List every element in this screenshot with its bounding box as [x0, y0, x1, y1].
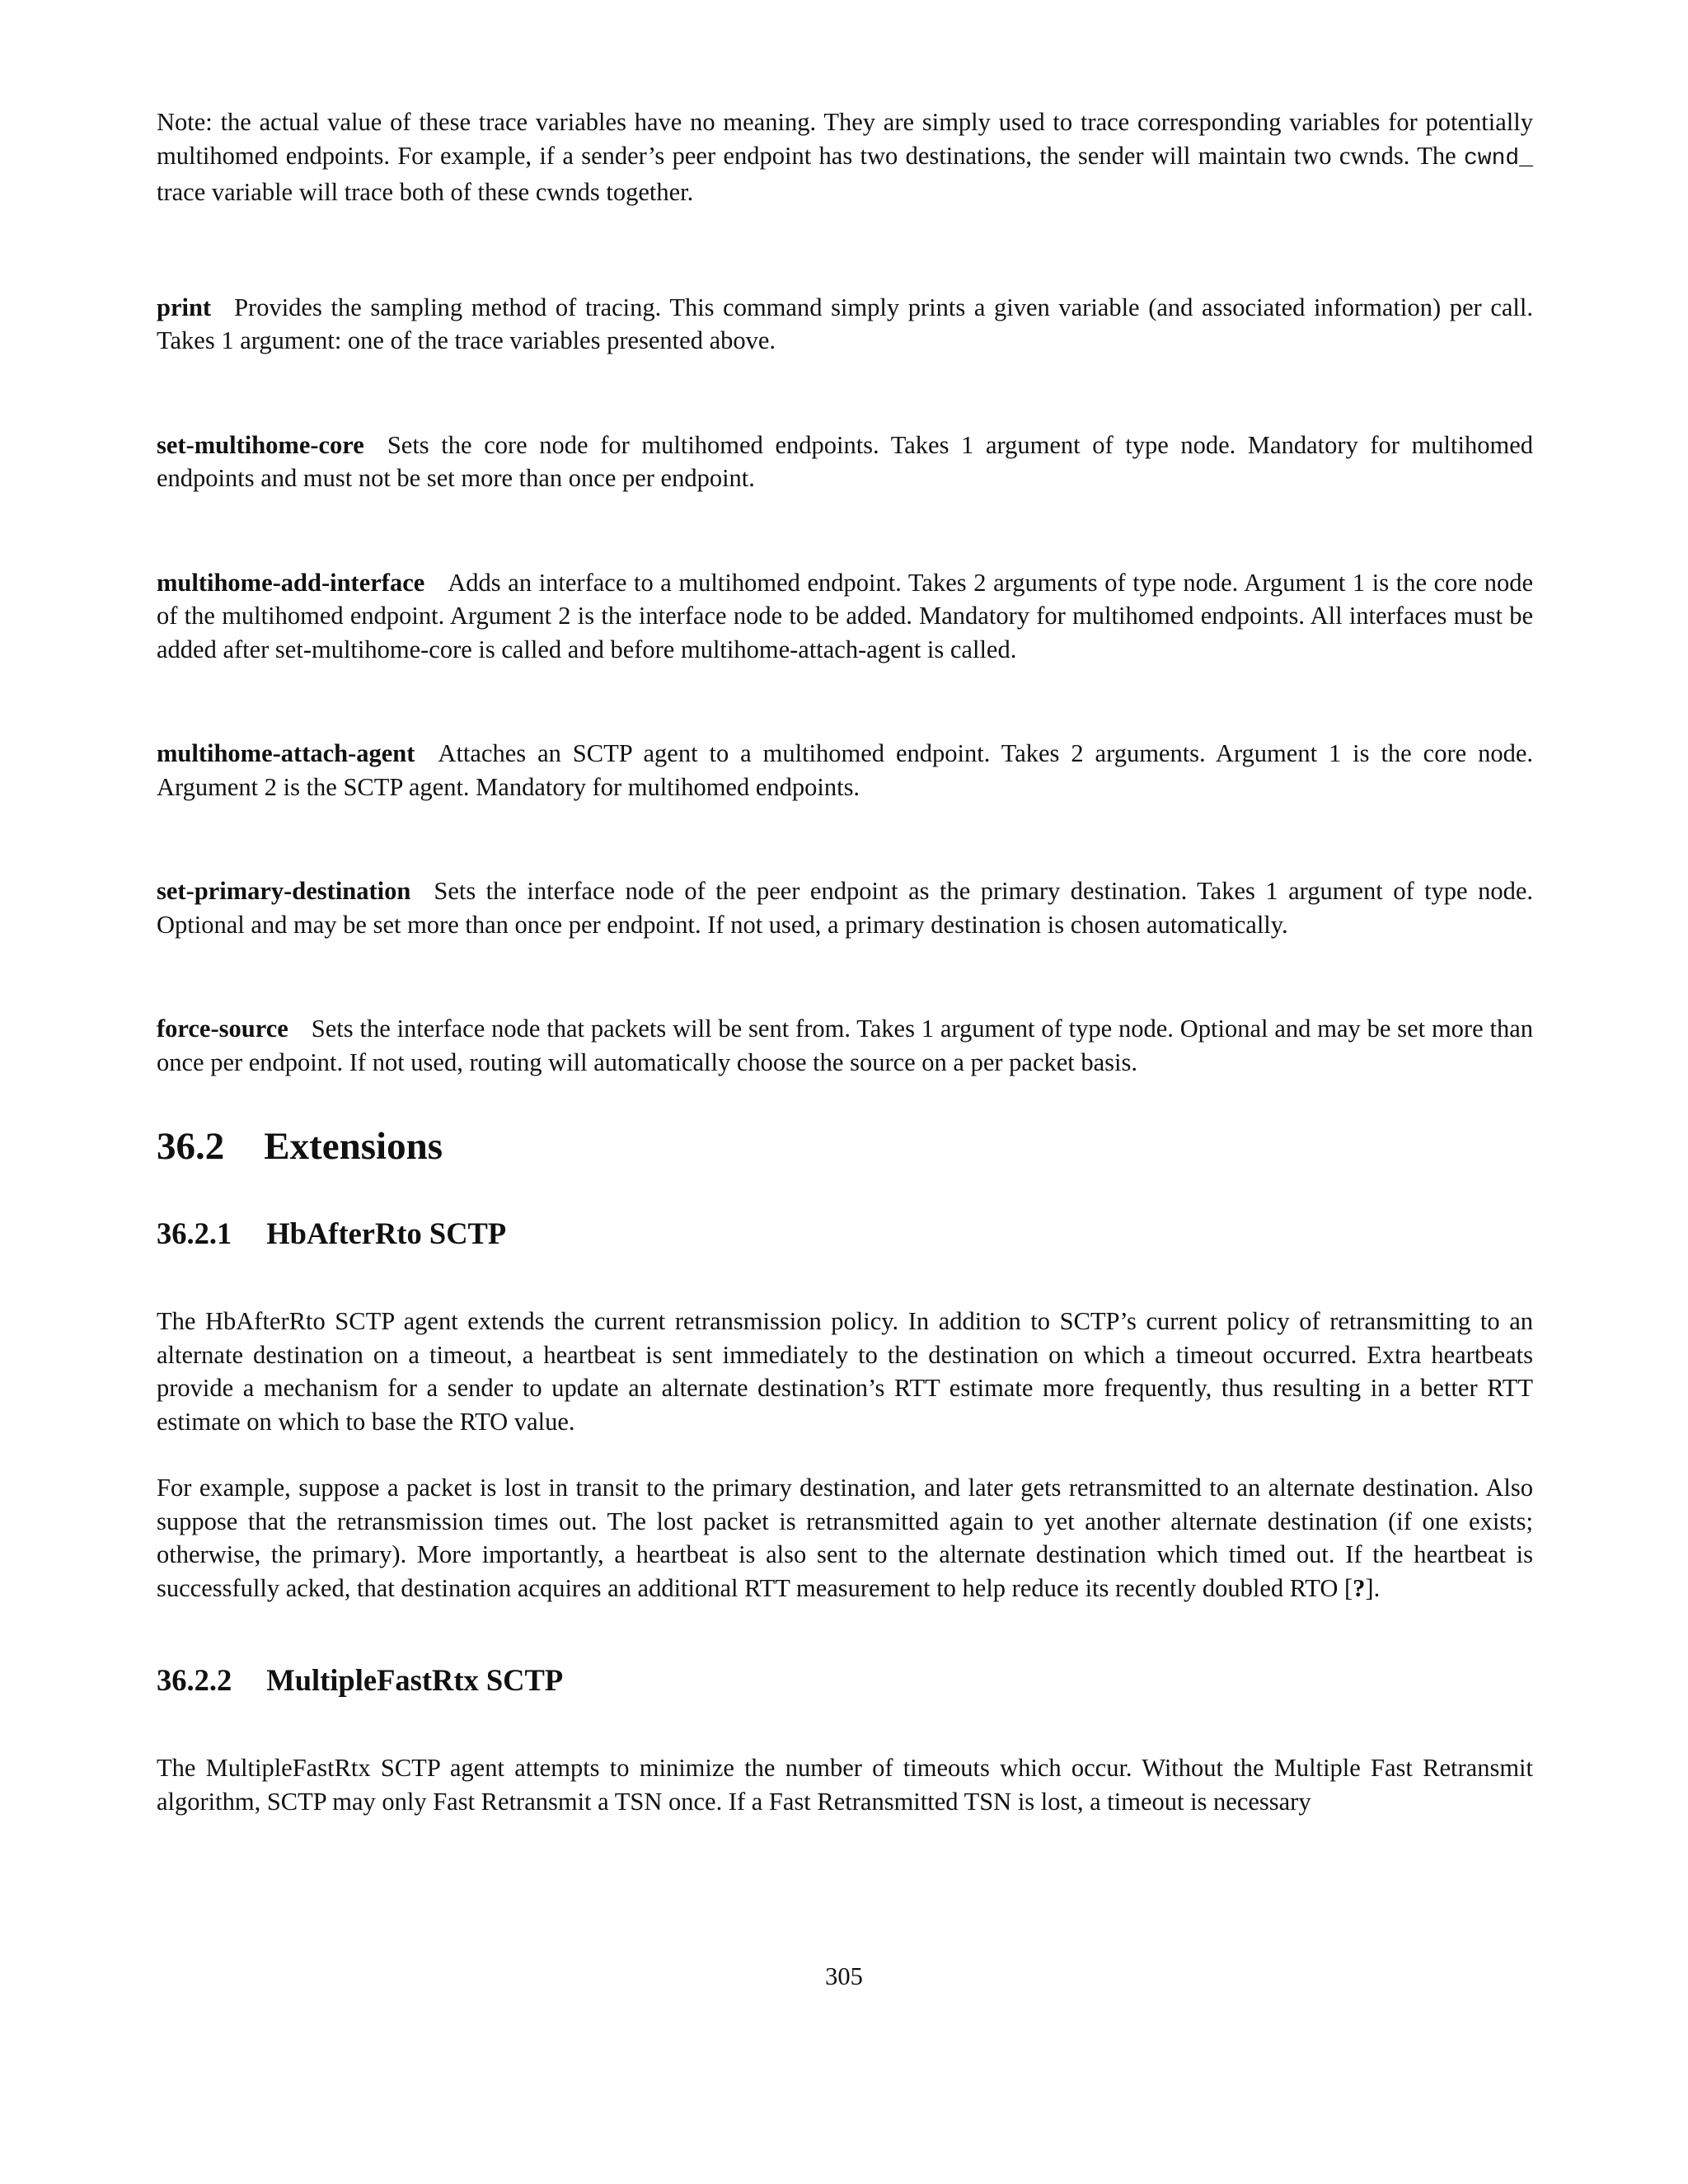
subsection-heading-multiplefastrtx: [157, 1662, 1533, 1699]
command-force-source: [157, 1012, 1533, 1079]
hbafterrto-paragraph-1: The HbAfterRto SCTP agent extends the current retransmission policy. In addition to SCTP’s current policy of retransmitting to an alternate destination on a timeout, a heartbeat is sent immediately to the destination on which a timeout occurred. Extra heartbeats provide a mechanism for a sender to update an alternate destination’s RTT estimate more frequently, thus resulting in a better RTT estimate on which to base the RTO value.: [157, 1307, 1533, 1436]
page-body: [157, 105, 1533, 1818]
command-term: set-primary-destination: [157, 877, 411, 905]
command-print: [157, 291, 1533, 358]
command-multihome-attach-agent: [157, 737, 1533, 804]
citation-marker: ?: [1353, 1573, 1366, 1602]
subsection-heading-wrap: [157, 1216, 1533, 1252]
command-description: Sets the interface node of the peer endpoint as the primary destination. Takes 1 argument of type node. Optional and may be set more than once per endpoint. If not used, a primary destination is chosen automatically.: [157, 877, 1533, 939]
subsection-heading-hbafterrto: [157, 1216, 1533, 1252]
subsection-title: MultipleFastRtx SCTP: [266, 1663, 564, 1697]
section-number: 36.2: [157, 1125, 225, 1168]
command-term: force-source: [157, 1015, 288, 1043]
section-heading-wrap: [157, 1123, 1533, 1169]
paragraph-end: ].: [1365, 1573, 1381, 1602]
hbafterrto-paragraph-2: [157, 1471, 1533, 1605]
section-title: Extensions: [264, 1125, 443, 1168]
multiplefastrtx-paragraph-1: The MultipleFastRtx SCTP agent attempts to minimize the number of timeouts which occur. Without the Multiple Fast Retransmit algorithm, SCTP may only Fast Retransmit a TSN once. If a Fast Retransmitted TSN is lost, a timeout is necessary: [157, 1754, 1533, 1816]
command-description: Provides the sampling method of tracing. This command simply prints a given variable (and associated information) per call. Takes 1 argument: one of the trace variables presented above.: [157, 293, 1533, 354]
command-description: Sets the interface node that packets will be sent from. Takes 1 argument of type node. Optional and may be set more than once per endpoint. If not used, routing will automatically choose the source on a per packet basis.: [157, 1015, 1533, 1076]
subsection-number: 36.2.1: [157, 1216, 232, 1250]
trace-note-paragraph: [157, 105, 1533, 209]
section-heading: [157, 1123, 1533, 1169]
command-description: Attaches an SCTP agent to a multihomed endpoint. Takes 2 arguments. Argument 1 is the core node. Argument 2 is the SCTP agent. Mandatory for multihomed endpoints.: [157, 739, 1533, 801]
subsection-title: HbAfterRto SCTP: [266, 1216, 507, 1250]
cwnd-code: cwnd_: [1463, 145, 1533, 171]
command-term: set-multihome-core: [157, 430, 364, 459]
note-text-part1: Note: the actual value of these trace variables have no meaning. They are simply used to trace corresponding variables for potentially multihomed endpoints. For example, if a sender’s peer endpoint has two destinations, the sender will maintain two cwnds. The: [157, 108, 1533, 170]
command-set-multihome-core: [157, 429, 1533, 495]
paragraph-text: For example, suppose a packet is lost in transit to the primary destination, and later gets retransmitted to an alternate destination. Also suppose that the retransmission times out. The lost packet is retransmitted again to yet another alternate destination (if one exists; otherwise, the primary). More importantly, a heartbeat is also sent to the alternate destination which timed out. If the heartbeat is successfully acked, that destination acquires an additional RTT measurement to help reduce its recently doubled RTO [: [157, 1474, 1533, 1602]
note-text-part2: trace variable will trace both of these cwnds together.: [157, 178, 694, 206]
command-description: Sets the core node for multihomed endpoints. Takes 1 argument of type node. Mandatory for multihomed endpoints and must not be set more than once per endpoint.: [157, 430, 1533, 492]
command-term: multihome-add-interface: [157, 568, 425, 597]
command-term: print: [157, 293, 212, 321]
command-description: Adds an interface to a multihomed endpoint. Takes 2 arguments of type node. Argument 1 is the core node of the multihomed endpoint. Argument 2 is the interface node to be added. Mandatory for multihomed endpoints. All interfaces must be added after set-multihome-core is called and before multihome-attach-agent is called.: [157, 568, 1533, 663]
command-term: multihome-attach-agent: [157, 739, 415, 767]
page-number: 305: [825, 1962, 863, 1990]
subsection-heading-wrap: [157, 1662, 1533, 1699]
command-set-primary-destination: [157, 874, 1533, 941]
subsection-number: 36.2.2: [157, 1663, 232, 1697]
command-multihome-add-interface: [157, 566, 1533, 667]
